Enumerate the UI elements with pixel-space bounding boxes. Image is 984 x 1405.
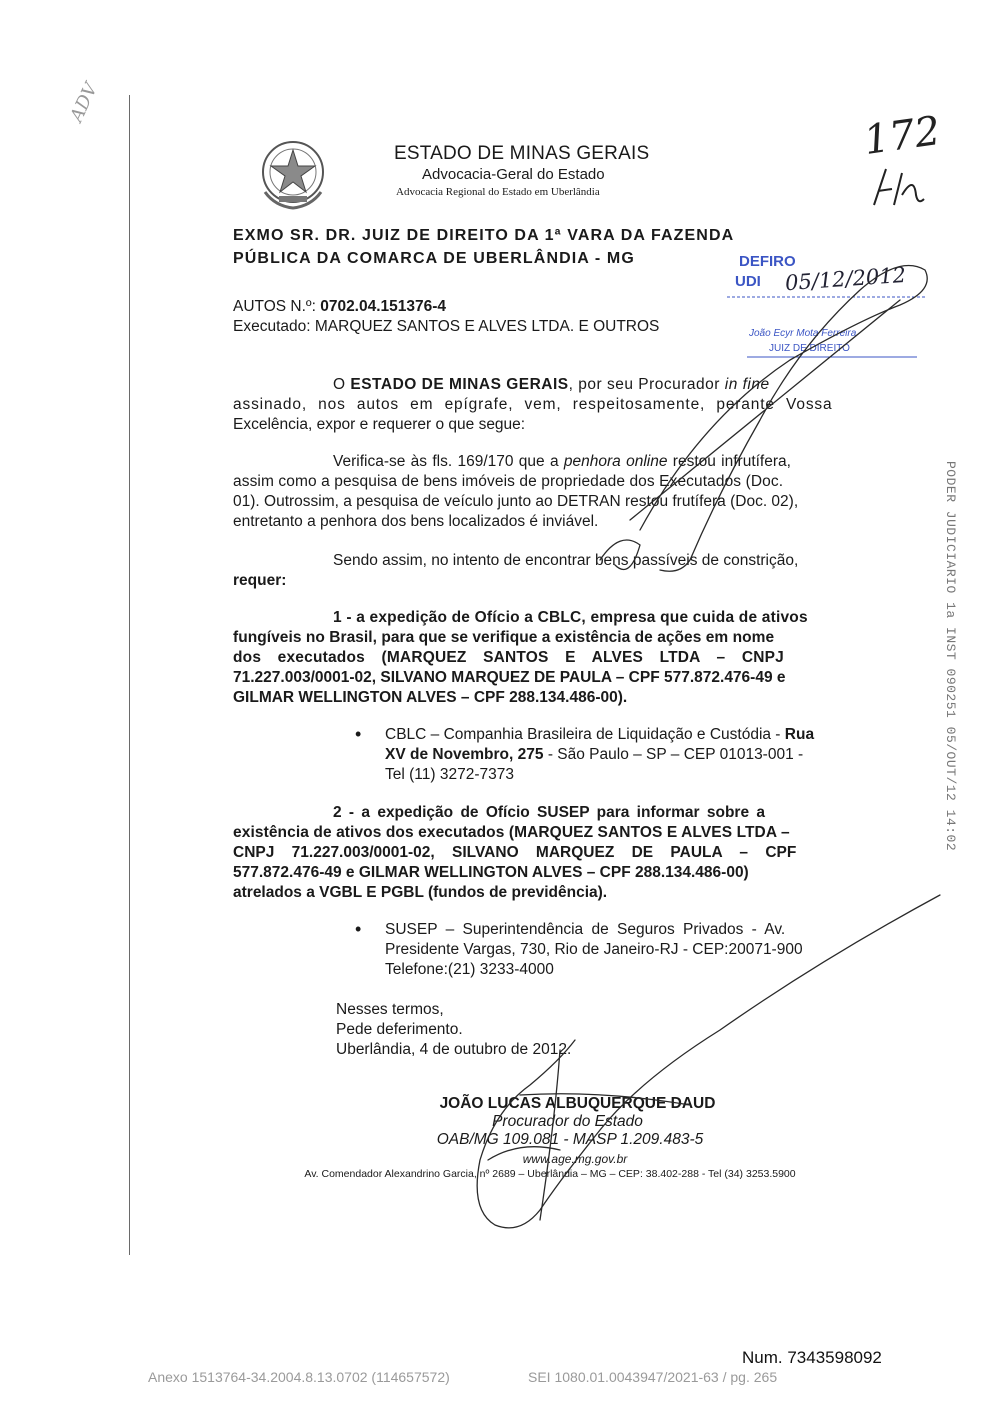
request-item-1: 1 - a expedição de Ofício a CBLC, empresa que cuida de ativos fungíveis no Brasil, para que se verifique a existência de ações em nome dos executados (MARQUEZ SANTOS E ALVES LTDA – CNPJ 71.227.003/0001-02, SILVANO MARQUEZ DE PAULA – CPF 577.872.476-49 e GILMAR WELLINGTON ALVES – CPF 288.134.486-00). bbox=[233, 609, 808, 706]
addressee-line-2: PÚBLICA DA COMARCA DE UBERLÂNDIA - MG bbox=[233, 250, 635, 267]
closing: Nesses termos, Pede deferimento. Uberlândia, 4 de outubro de 2012. bbox=[336, 1001, 572, 1058]
addressee-line-1: EXMO SR. DR. JUIZ DE DIREITO DA 1ª VARA DA FAZENDA bbox=[233, 227, 735, 244]
handwritten-initials bbox=[868, 165, 928, 215]
judge-decision-stamp bbox=[727, 245, 927, 360]
paragraph-request-intro: Sendo assim, no intento de encontrar bens passíveis de constrição, requer: bbox=[233, 552, 799, 589]
case-number: AUTOS N.º: 0702.04.151376-4 bbox=[233, 298, 447, 315]
paragraph-facts: Verifica-se às fls. 169/170 que a penhora online restou infrutífera, assim como a pesquisa de bens imóveis de propriedade dos Executados (Doc. 01). Outrossim, a pesquisa de veículo junto ao DETRAN restou frutífera (Doc. 02), entretanto a penhora dos bens localizados é inviável. bbox=[233, 453, 799, 530]
agency-address: Av. Comendador Alexandrino Garcia, nº 2689 – Uberlândia – MG – CEP: 38.402-288 - Tel (34) 3253.5900 bbox=[304, 1168, 796, 1180]
bullet-icon: • bbox=[355, 919, 362, 939]
header-state-name: ESTADO DE MINAS GERAIS bbox=[394, 143, 650, 164]
protocol-stamp: PODER JUDICIARIO 1a INST 090251 05/OUT/12 14:02 bbox=[943, 461, 958, 852]
margin-annotation: ADV bbox=[66, 79, 103, 126]
paragraph-intro: O ESTADO DE MINAS GERAIS, por seu Procurador in fine assinado, nos autos em epígrafe, vem, respeitosamente, perante Vossa Excelência, expor e requerer o que segue: bbox=[233, 376, 833, 433]
header-agency: Advocacia-Geral do Estado bbox=[422, 166, 605, 183]
stamp-judge-name: João Ecyr Mota Ferreira bbox=[749, 328, 857, 339]
document-number: Num. 7343598092 bbox=[742, 1348, 882, 1367]
signer-title: Procurador do Estado bbox=[492, 1113, 643, 1130]
margin-line bbox=[129, 95, 130, 1255]
case-executado: Executado: MARQUEZ SANTOS E ALVES LTDA. E OUTROS bbox=[233, 318, 660, 335]
stamp-udi: UDI bbox=[735, 273, 761, 290]
bullet-susep: • SUSEP – Superintendência de Seguros Privados - Av. Presidente Vargas, 730, Rio de Janeiro-RJ - CEP:20071-900 Telefone:(21) 3233-4000 bbox=[355, 919, 803, 978]
bullet-icon: • bbox=[355, 724, 362, 744]
signer-registration: OAB/MG 109.081 - MASP 1.209.483-5 bbox=[436, 1131, 704, 1148]
stamp-defiro: DEFIRO bbox=[739, 253, 796, 270]
sei-reference: SEI 1080.01.0043947/2021-63 / pg. 265 bbox=[528, 1369, 778, 1385]
stamp-judge-title: JUIZ DE DIREITO bbox=[769, 343, 850, 354]
handwritten-page-number: 172 bbox=[861, 107, 944, 165]
header-regional-office: Advocacia Regional do Estado em Uberlândia bbox=[396, 186, 600, 198]
case-number-value: 0702.04.151376-4 bbox=[320, 298, 447, 315]
agency-website: www.age.mg.gov.br bbox=[522, 1152, 628, 1166]
stamp-handwritten-date: 05/12/2012 bbox=[784, 262, 907, 296]
signer-name: JOÃO LUCAS ALBUQUERQUE DAUD bbox=[439, 1095, 716, 1112]
coat-of-arms-icon bbox=[255, 136, 331, 212]
bullet-cblc: • CBLC – Companhia Brasileira de Liquidação e Custódia - Rua XV de Novembro, 275 - São Paulo – SP – CEP 01013-001 - Tel (11) 3272-7373 bbox=[355, 724, 815, 783]
request-item-2: 2 - a expedição de Ofício SUSEP para informar sobre a existência de ativos dos executados (MARQUEZ SANTOS E ALVES LTDA – CNPJ 71.227.003/0001-02, SILVANO MARQUEZ DE PAULA – CPF 577.872.476-49 e GILMAR WELLINGTON ALVES – CPF 288.134.486-00) atrelados a VGBL E PGBL (fundos de previdência). bbox=[233, 804, 797, 901]
case-executado-value: MARQUEZ SANTOS E ALVES LTDA. E OUTROS bbox=[314, 318, 660, 335]
signature-block bbox=[230, 1095, 870, 1180]
annex-reference: Anexo 1513764-34.2004.8.13.0702 (114657572) bbox=[148, 1369, 450, 1385]
